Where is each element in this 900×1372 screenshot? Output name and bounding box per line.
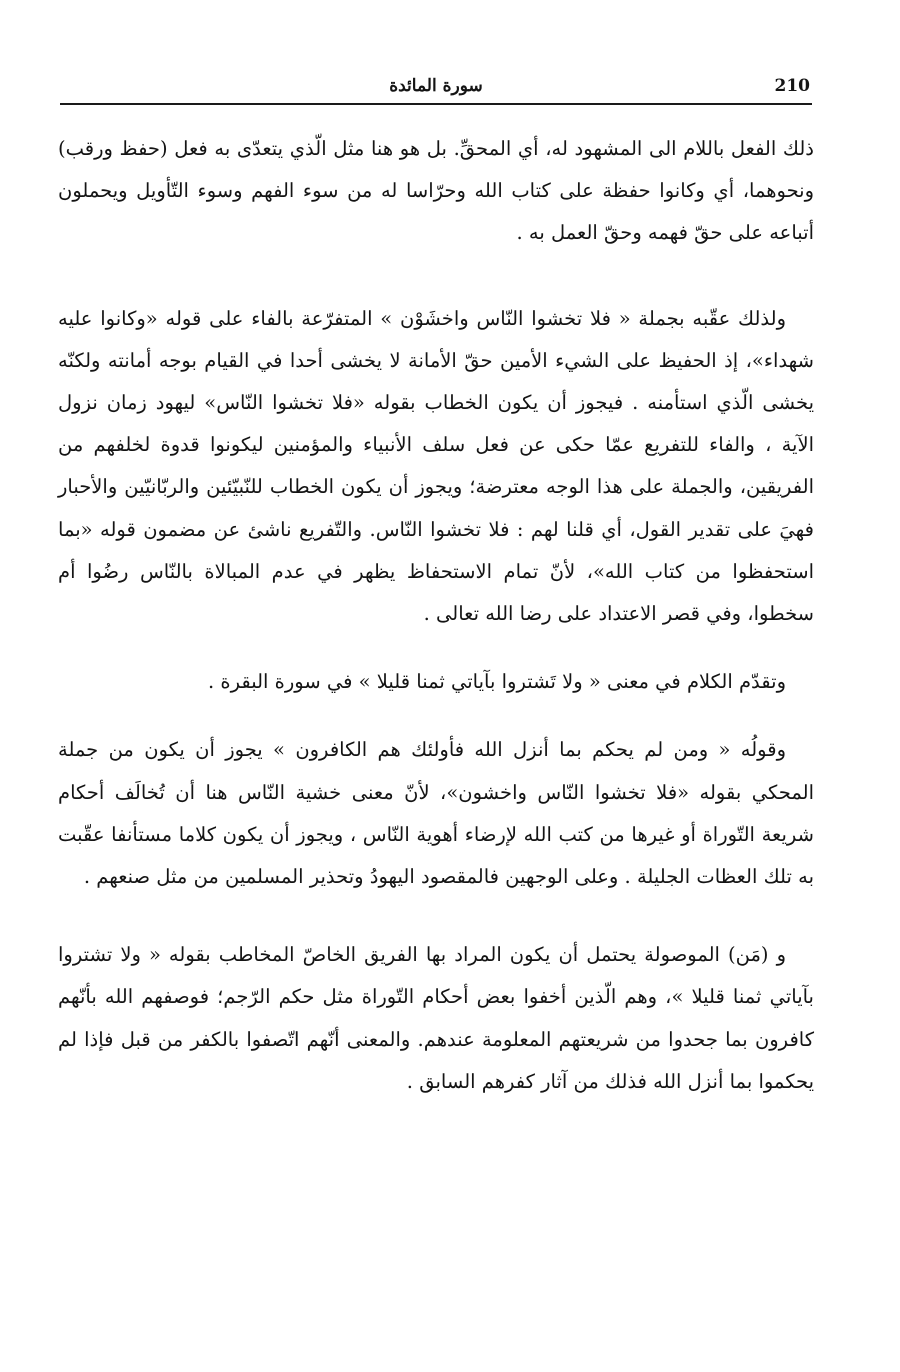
- paragraph-5: و (مَن) الموصولة يحتمل أن يكون المراد بها الفريق الخاصّ المخاطب بقوله « ولا تشتروا بآياتي ثمنا قليلا »، وهم الّذين أخفوا بعض أحكام التّوراة مثل حكم الرّجم؛ فوصفهم الله بأنّهم كافرون بما جحدوا من شريعتهم المعلومة عندهم. والمعنى أنّهم اتّصفوا بالكفر من قبل فإذا لم يحكموا بما أنزل الله فذلك من آثار كفرهم السابق .: [58, 943, 814, 1093]
- paragraph-3: وتقدّم الكلام في معنى « ولا تَشتروا بآياتي ثمنا قليلا » في سورة البقرة .: [207, 670, 786, 694]
- surah-title: سورة المائدة: [389, 76, 483, 96]
- paragraph-4: وقولُه « ومن لم يحكم بما أنزل الله فأولئك هم الكافرون » يجوز أن يكون من جملة المحكي بقوله «فلا تخشوا النّاس واخشون»، لأنّ معنى خشية النّاس هنا أن تُخالَف أحكام شريعة التّوراة أو غيرها من كتب الله لإرضاء أهوية النّاس ، ويجوز أن يكون كلاما مستأنفا عقّبت به تلك العظات الجليلة . وعلى الوجهين فالمقصود اليهودُ وتحذير المسلمين من مثل صنعهم .: [58, 738, 814, 889]
- page-header: [60, 76, 812, 102]
- page-body: [58, 128, 814, 1103]
- page-number: 210: [774, 76, 810, 96]
- header-divider: [60, 103, 812, 105]
- paragraph-2: ولذلك عقّبه بجملة « فلا تخشوا النّاس واخشَوْن » المتفرّعة بالفاء على قوله «وكانوا عليه شهداء»، إذ الحفيظ على الشيء الأمين حقّ الأمانة لا يخشى أحدا في القيام بوجه أمانته ولكنّه يخشى الّذي استأمنه . فيجوز أن يكون الخطاب بقوله «فلا تخشوا النّاس» ليهود زمان نزول الآية ، والفاء للتفريع عمّا حكى عن فعل سلف الأنبياء والمؤمنين ليكونوا قدوة لخلفهم من الفريقين، والجملة على هذا الوجه معترضة؛ ويجوز أن يكون الخطاب للنّبيّئين والربّانيّين والأحبار فهيَ على تقدير القول، أي قلنا لهم : فلا تخشوا النّاس. والتّفريع ناشئ عن مضمون قوله «بما استحفظوا من كتاب الله»، لأنّ تمام الاستحفاظ يظهر في عدم المبالاة بالنّاس رضُوا أم سخطوا، وفي قصر الاعتداد على رضا الله تعالى .: [58, 306, 814, 626]
- paragraph-1: ذلك الفعل باللام الى المشهود له، أي المحقِّ. بل هو هنا مثل الّذي يتعدّى به فعل (حفظ ورقب) ونحوهما، أي وكانوا حفظة على كتاب الله وحرّاسا له من سوء الفهم وسوء التّأويل ويحملون أتباعه على حقّ فهمه وحقّ العمل به .: [58, 137, 814, 245]
